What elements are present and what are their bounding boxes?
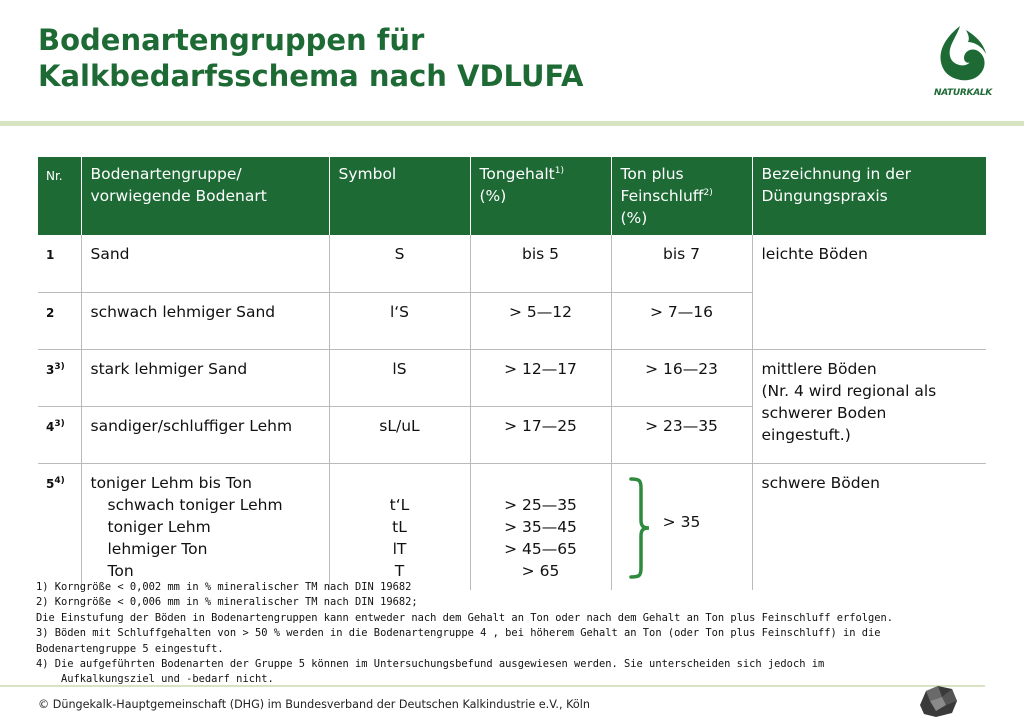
row-nr: 1 bbox=[46, 248, 55, 262]
row5-sub-symbol: T bbox=[394, 561, 405, 580]
row5-sub-name: Ton bbox=[107, 561, 134, 580]
header-tongehalt-unit: (%) bbox=[479, 187, 507, 205]
row5-sub-symbol: lT bbox=[392, 539, 407, 558]
row-tongehalt: > 5—12 bbox=[470, 292, 611, 349]
header-tonplus-unit: (%) bbox=[620, 209, 648, 227]
curly-brace-icon bbox=[629, 476, 651, 580]
header-bodenartengruppe bbox=[81, 157, 329, 235]
row5-tonplus-value: > 35 bbox=[662, 512, 701, 531]
row-symbol: S bbox=[329, 235, 470, 292]
row-nr: 5$^{4)}$ bbox=[38, 463, 81, 590]
header-bezeichnung bbox=[752, 157, 986, 235]
table-row bbox=[38, 235, 986, 292]
header-symbol: Symbol bbox=[329, 157, 470, 235]
page-title bbox=[38, 22, 838, 94]
header-tongehalt-sup: 1) bbox=[554, 165, 564, 176]
row-nr: 4$^{3)}$ bbox=[38, 406, 81, 463]
lime-stone-icon bbox=[916, 683, 960, 719]
bezeichnung-schwer: schwere Böden bbox=[752, 463, 986, 590]
row-symbol: lS bbox=[329, 349, 470, 406]
footnotes bbox=[36, 580, 996, 688]
header-group-line2: vorwiegende Bodenart bbox=[90, 187, 267, 205]
row5-symbols bbox=[329, 463, 470, 590]
footnote-line: Bodenartengruppe 5 eingestuft. bbox=[36, 642, 224, 655]
row5-name: toniger Lehm bis Ton bbox=[90, 473, 252, 492]
row-tonplus: > 16—23 bbox=[611, 349, 752, 406]
table-row bbox=[38, 349, 986, 406]
row-tonplus: > 7—16 bbox=[611, 292, 752, 349]
soil-groups-table bbox=[38, 157, 986, 590]
row-tongehalt: bis 5 bbox=[470, 235, 611, 292]
bez-mittel-line3: schwerer Boden bbox=[761, 403, 887, 422]
bezeichnung-leicht: leichte Böden bbox=[752, 235, 986, 349]
row-tongehalt: > 12—17 bbox=[470, 349, 611, 406]
bezeichnung-mittel bbox=[752, 349, 986, 463]
row-bodenart-group bbox=[81, 463, 329, 590]
header-bez-line1: Bezeichnung in der bbox=[761, 165, 912, 183]
row5-tongehalt bbox=[470, 463, 611, 590]
header-divider bbox=[0, 121, 1024, 126]
footer-copyright: © Düngekalk-Hauptgemeinschaft (DHG) im Bundesverband der Deutschen Kalkindustrie e.V., Köln bbox=[38, 698, 590, 711]
row5-sub-name: lehmiger Ton bbox=[107, 539, 208, 558]
row-nr: 2 bbox=[38, 292, 81, 349]
bez-mittel-line1: mittlere Böden bbox=[761, 359, 877, 378]
row5-tonplus bbox=[611, 463, 752, 590]
footnote-line: 3) Böden mit Schluffgehalten von > 50 % werden in die Bodenartengruppe 4 , bei höherem Gehalt an Ton (oder Ton plus Feinschluff) in die bbox=[36, 627, 881, 640]
row-symbol: l‘S bbox=[329, 292, 470, 349]
row-tongehalt: > 17—25 bbox=[470, 406, 611, 463]
row5-sub-symbol: t‘L bbox=[389, 495, 410, 514]
footnote-line: Aufkalkungsziel und -bedarf nicht. bbox=[36, 673, 274, 686]
header-bez-line2: Düngungspraxis bbox=[761, 187, 888, 205]
row5-sub-ton: > 25—35 bbox=[504, 495, 577, 514]
row5-sub-ton: > 35—45 bbox=[504, 517, 577, 536]
footnote-line: 1) Korngröße < 0,002 mm in % mineralischer TM nach DIN 19682 bbox=[36, 581, 412, 593]
title-line-1: Bodenartengruppen für bbox=[38, 23, 425, 57]
naturkalk-leaf-logo-icon bbox=[930, 22, 996, 88]
row5-sub-name: schwach toniger Lehm bbox=[107, 495, 283, 514]
footnote-line: 2) Korngröße < 0,006 mm in % mineralischer TM nach DIN 19682; bbox=[36, 596, 418, 609]
row-tonplus: bis 7 bbox=[611, 235, 752, 292]
row-bodenart: sandiger/schluffiger Lehm bbox=[81, 406, 329, 463]
header-tongehalt-label: Tongehalt bbox=[479, 165, 555, 183]
row5-sub-ton: > 65 bbox=[521, 561, 560, 580]
header-nr: Nr. bbox=[38, 157, 81, 235]
row-tonplus: > 23—35 bbox=[611, 406, 752, 463]
footer-divider bbox=[0, 685, 985, 687]
row5-sub-ton: > 45—65 bbox=[504, 539, 577, 558]
header-group-line1: Bodenartengruppe/ bbox=[90, 165, 242, 183]
footnote-line: Die Einstufung der Böden in Bodenartengruppen kann entweder nach dem Gehalt an Ton oder nach dem Gehalt an Ton plus Feinschluff erfolgen. bbox=[36, 611, 894, 624]
bez-mittel-line4: eingestuft.) bbox=[761, 425, 851, 444]
row-bodenart: stark lehmiger Sand bbox=[81, 349, 329, 406]
header-tonplus-line2: Feinschluff bbox=[620, 187, 704, 205]
bez-mittel-line2: (Nr. 4 wird regional als bbox=[761, 381, 937, 400]
header-tongehalt bbox=[470, 157, 611, 235]
header-tonplus-line1: Ton plus bbox=[620, 165, 684, 183]
naturkalk-logo bbox=[930, 22, 996, 104]
table-header-row bbox=[38, 157, 986, 235]
row5-sub-name: toniger Lehm bbox=[107, 517, 211, 536]
header-tonplus-sup: 2) bbox=[703, 187, 713, 198]
row-bodenart: schwach lehmiger Sand bbox=[81, 292, 329, 349]
footnote-line: 4) Die aufgeführten Bodenarten der Gruppe 5 können im Untersuchungsbefund ausgewiesen werden. Sie unterscheiden sich jedoch im bbox=[36, 658, 825, 671]
row-nr: 3$^{3)}$ bbox=[38, 349, 81, 406]
row5-sub-symbol: tL bbox=[392, 517, 407, 536]
header-ton-plus-feinschluff bbox=[611, 157, 752, 235]
table-row bbox=[38, 463, 986, 590]
row-bodenart: Sand bbox=[81, 235, 329, 292]
row-symbol: sL/uL bbox=[329, 406, 470, 463]
title-line-2: Kalkbedarfsschema nach VDLUFA bbox=[38, 59, 584, 93]
logo-wordmark: NATURKALK bbox=[934, 88, 992, 98]
